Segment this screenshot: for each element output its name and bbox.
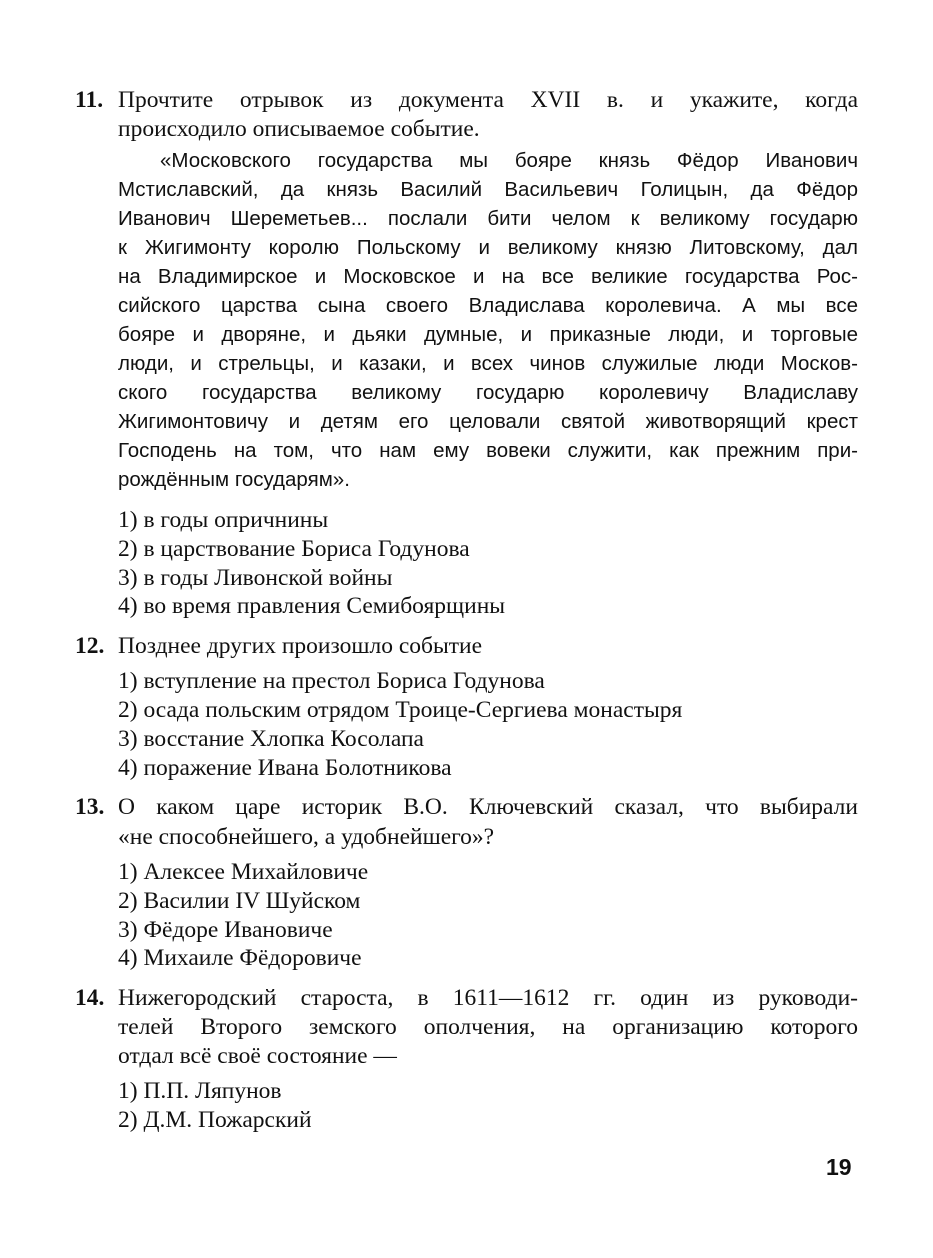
answer-option: 1) в годы опричнины	[118, 507, 329, 533]
answer-option: 2) Василии IV Шуйском	[118, 888, 361, 914]
quote-line: Мстиславский, да князь Василий Васильевич Голицын, да Фёдор	[118, 178, 858, 201]
question-11-number: 11.	[75, 87, 104, 113]
quote-line: Жигимонтовичу и детям его целовали святой животворящий крест	[118, 410, 858, 433]
question-12-text: Позднее других произошло событие	[118, 633, 483, 659]
question-14-text: телей Второго земского ополчения, на организацию которого	[118, 1014, 858, 1040]
page-number: 19	[826, 1154, 852, 1180]
question-13-number: 13.	[75, 794, 105, 820]
question-11-text: происходило описываемое событие.	[118, 116, 480, 142]
quote-line: на Владимирское и Московское и на все великие государства Рос-	[118, 265, 858, 288]
question-13-text: О каком царе историк В.О. Ключевский сказал, что выбирали	[118, 794, 858, 820]
quote-line: «Московского государства мы бояре князь Фёдор Иванович	[160, 149, 858, 172]
answer-option: 1) Алексее Михайловиче	[118, 859, 369, 885]
answer-option: 3) восстание Хлопка Косолапа	[118, 726, 424, 752]
quote-line: рождённым государям».	[118, 468, 350, 491]
quote-line: ского государства великому государю королевичу Владиславу	[118, 381, 858, 404]
answer-option: 1) вступление на престол Бориса Годунова	[118, 668, 545, 694]
answer-option: 2) осада польским отрядом Троице-Сергиева монастыря	[118, 697, 683, 723]
quote-line: Господень на том, что нам ему вовеки служити, как прежним при-	[118, 439, 858, 462]
answer-option: 3) Фёдоре Ивановиче	[118, 917, 333, 943]
quote-line: к Жигимонту королю Польскому и великому князю Литовскому, дал	[118, 236, 858, 259]
quote-line: бояре и дворяне, и дьяки думные, и приказные люди, и торговые	[118, 323, 858, 346]
quote-line: Иванович Шереметьев... послали бити челом к великому государю	[118, 207, 858, 230]
answer-option: 4) во время правления Семибоярщины	[118, 593, 506, 619]
answer-option: 3) в годы Ливонской войны	[118, 565, 393, 591]
question-14-text: Нижегородский староста, в 1611—1612 гг. один из руководи-	[118, 985, 858, 1011]
question-14-number: 14.	[75, 985, 105, 1011]
quote-line: люди, и стрельцы, и казаки, и всех чинов служилые люди Москов-	[118, 352, 858, 375]
question-14-text: отдал всё своё состояние —	[118, 1043, 397, 1069]
question-11-text: Прочтите отрывок из документа XVII в. и укажите, когда	[118, 87, 858, 113]
answer-option: 2) Д.М. Пожарский	[118, 1107, 312, 1133]
answer-option: 1) П.П. Ляпунов	[118, 1078, 282, 1104]
answer-option: 4) Михаиле Фёдоровиче	[118, 945, 362, 971]
question-13-text: «не способнейшего, а удобнейшего»?	[118, 824, 495, 850]
quote-line: сийского царства сына своего Владислава королевича. А мы все	[118, 294, 858, 317]
answer-option: 2) в царствование Бориса Годунова	[118, 536, 470, 562]
answer-option: 4) поражение Ивана Болотникова	[118, 755, 452, 781]
question-12-number: 12.	[75, 633, 105, 659]
